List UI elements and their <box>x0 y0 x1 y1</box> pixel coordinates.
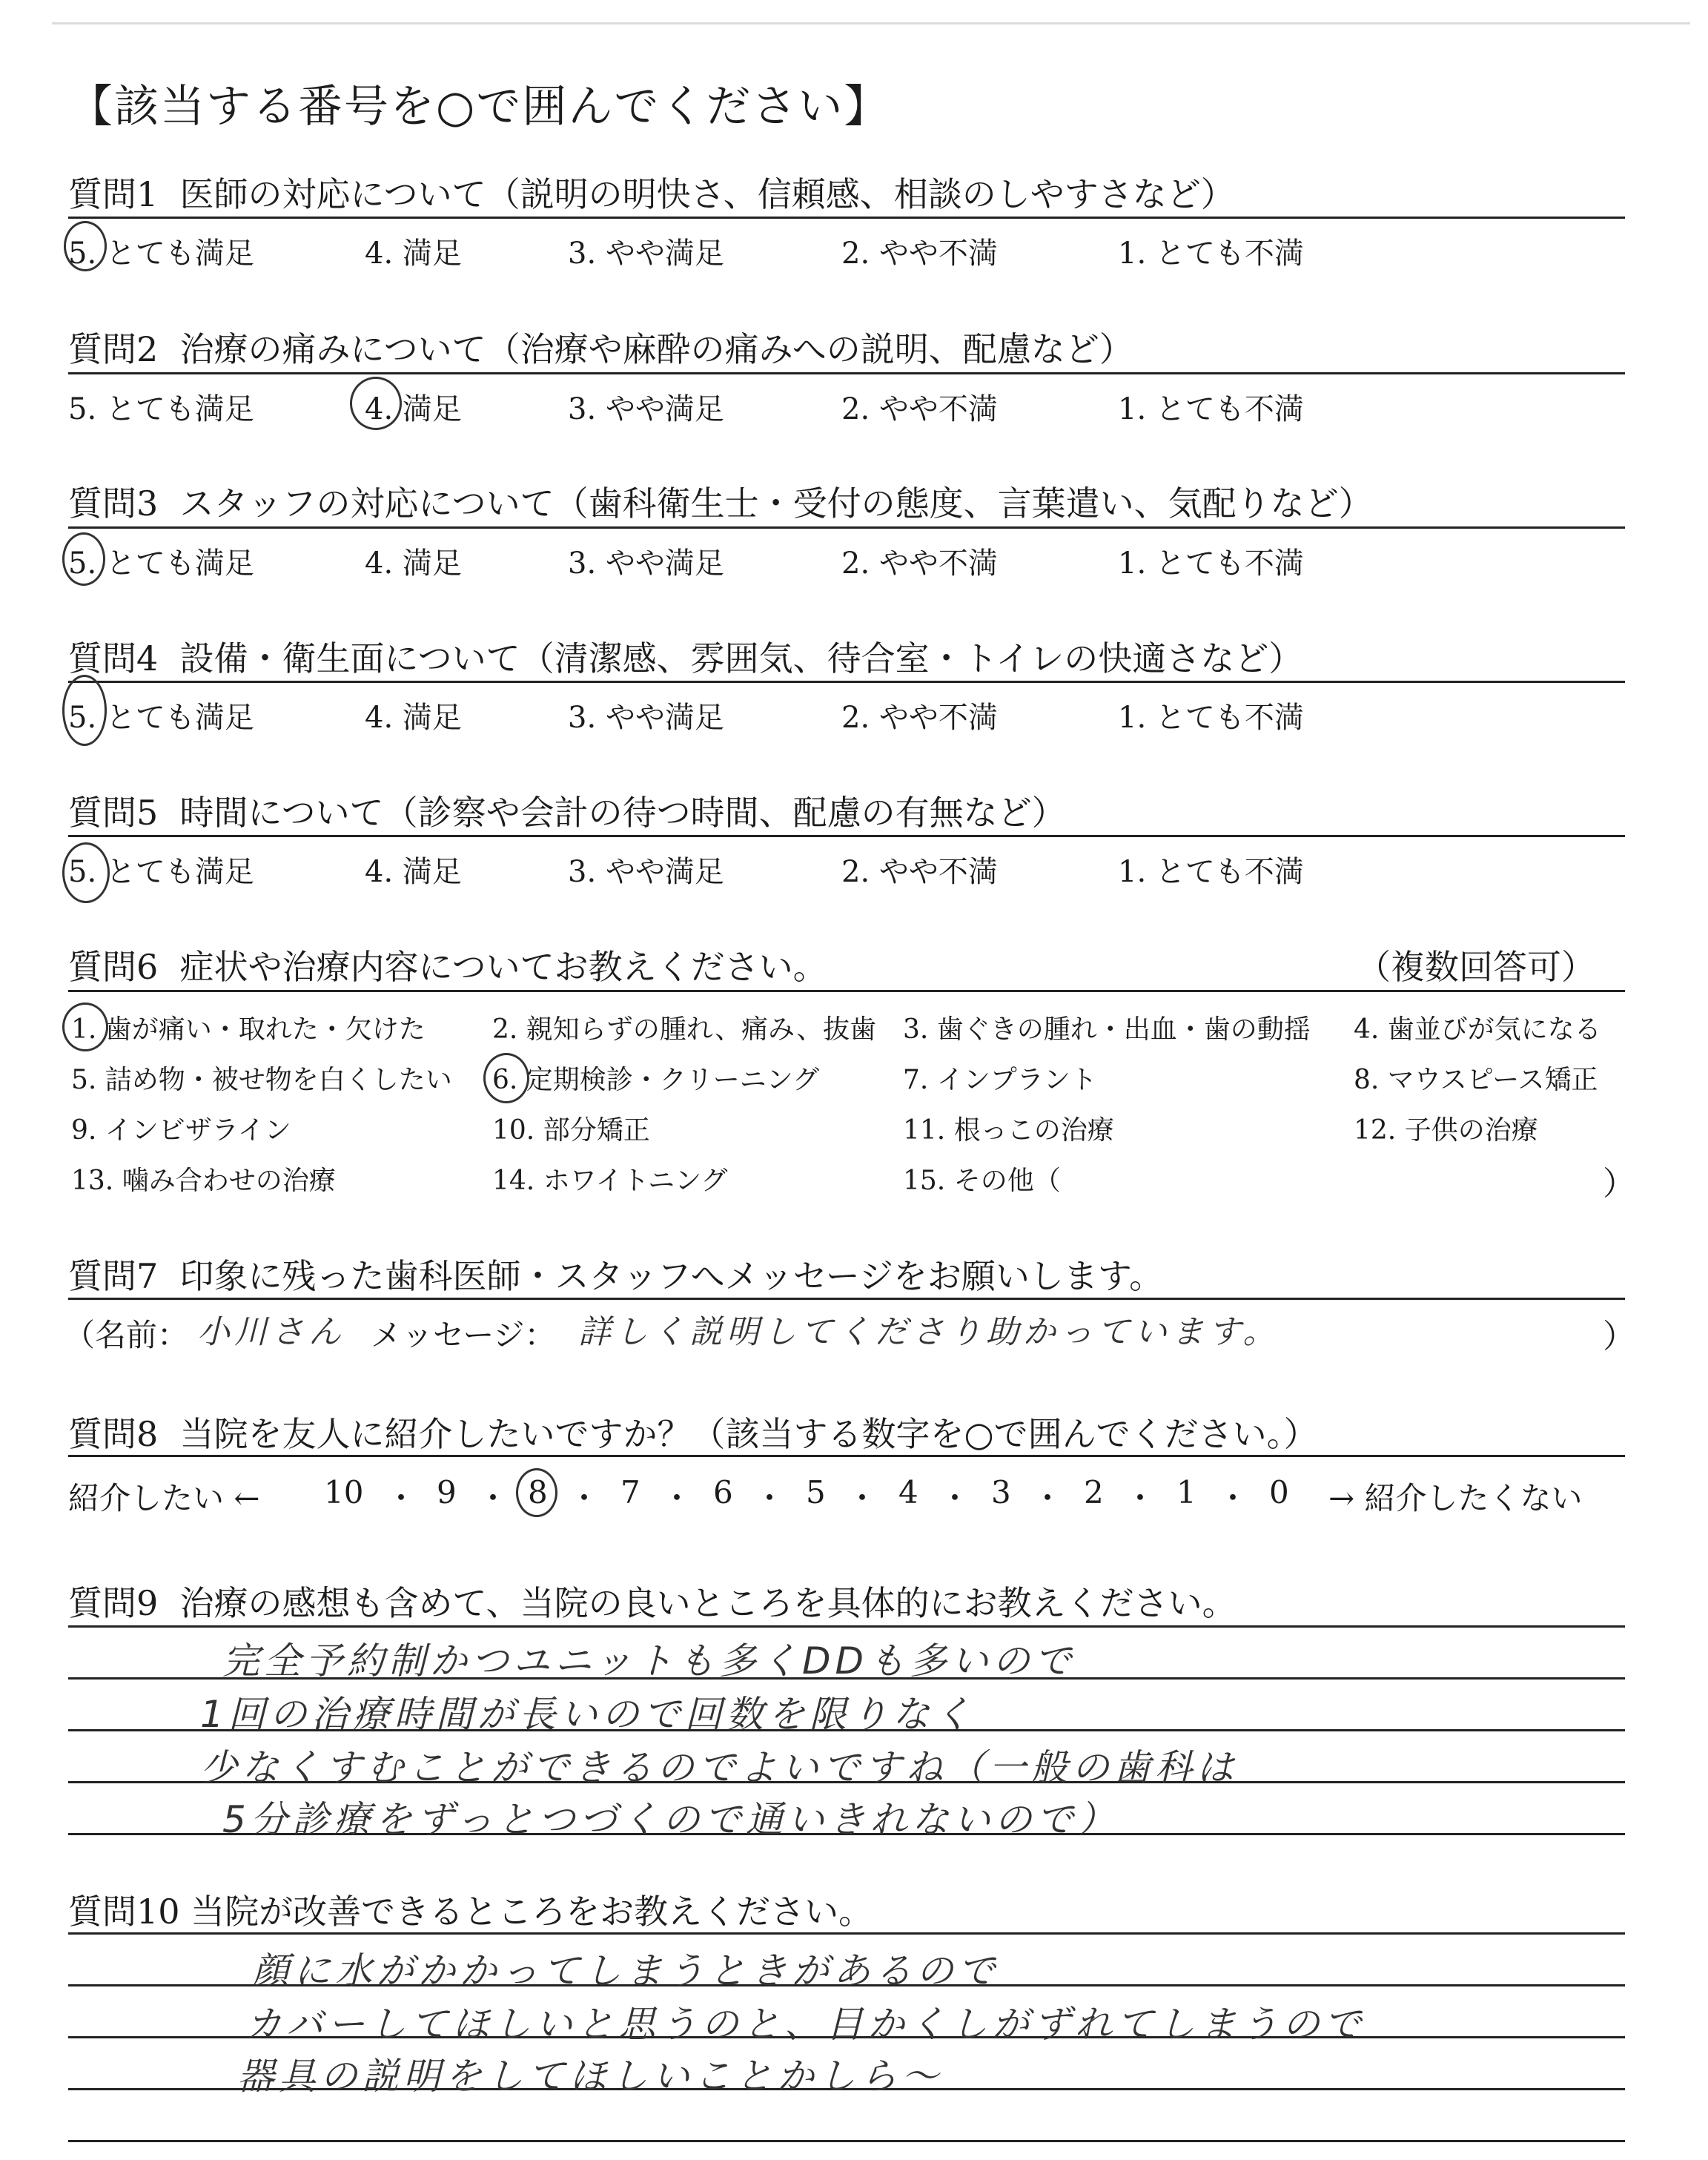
q5-option-1[interactable]: 1. とても不満 <box>1118 855 1304 889</box>
question-1-label: 質問1 <box>68 174 159 214</box>
question-8 <box>68 1407 1318 1456</box>
q4-option-2[interactable]: 2. やや不満 <box>841 701 998 735</box>
q8-sep: ・ <box>661 1480 693 1516</box>
q8-sep: ・ <box>754 1480 786 1516</box>
question-5-rule <box>68 835 1625 837</box>
question-2-rule <box>68 372 1625 374</box>
q6-selection-circle-6 <box>483 1053 529 1103</box>
question-2-label: 質問2 <box>68 329 159 369</box>
question-10-label: 質問10 <box>68 1892 180 1932</box>
q8-value-0[interactable]: 0 <box>1269 1474 1289 1510</box>
q7-message-value[interactable]: 詳しく説明してくださり助かっています。 <box>578 1313 1280 1351</box>
q4-option-5[interactable]: 5. とても満足 <box>68 701 254 735</box>
q6-item-7[interactable]: 7. インプラント <box>903 1065 1097 1095</box>
q1-option-1[interactable]: 1. とても不満 <box>1118 237 1304 271</box>
q3-option-4[interactable]: 4. 満足 <box>365 546 462 581</box>
q8-value-5[interactable]: 5 <box>806 1474 826 1510</box>
q8-sep: ・ <box>847 1480 878 1516</box>
question-6-text: 症状や治療内容についてお教えください。 <box>179 947 827 987</box>
question-6-note: （複数回答可） <box>1357 947 1595 987</box>
question-8-rule <box>68 1455 1625 1457</box>
q7-name-value[interactable]: 小川さん <box>197 1313 345 1351</box>
question-3-text: スタッフの対応について（歯科衛生士・受付の態度、言葉遣い、気配りなど） <box>179 483 1373 524</box>
q1-option-5[interactable]: 5. とても満足 <box>68 237 254 271</box>
question-6 <box>68 940 827 989</box>
question-9-label: 質問9 <box>68 1583 159 1623</box>
q2-option-4[interactable]: 4. 満足 <box>365 392 462 426</box>
question-1-text: 医師の対応について（説明の明快さ、信頼感、相談のしやすさなど） <box>179 174 1235 214</box>
q8-value-4[interactable]: 4 <box>898 1474 918 1510</box>
question-4-text: 設備・衛生面について（清潔感、雰囲気、待合室・トイレの快適さなど） <box>179 638 1303 678</box>
question-9 <box>68 1576 1237 1625</box>
q1-selection-circle <box>64 221 107 271</box>
q9-answer-line-2[interactable]: 1回の治療時間が長いので回数を限りなく <box>200 1693 976 1736</box>
question-8-label: 質問8 <box>68 1414 159 1454</box>
q8-value-3[interactable]: 3 <box>991 1474 1011 1510</box>
question-3-rule <box>68 526 1625 529</box>
question-1 <box>68 168 1235 217</box>
q6-item-11[interactable]: 11. 根っこの治療 <box>903 1115 1114 1146</box>
q8-left-label: 紹介したい ← <box>68 1480 260 1516</box>
q5-option-4[interactable]: 4. 満足 <box>365 855 462 889</box>
q5-option-3[interactable]: 3. やや満足 <box>568 855 724 889</box>
q8-value-1[interactable]: 1 <box>1176 1474 1196 1510</box>
q4-option-1[interactable]: 1. とても不満 <box>1118 701 1304 735</box>
q2-selection-circle <box>350 377 402 430</box>
q1-option-3[interactable]: 3. やや満足 <box>568 237 724 271</box>
q9-answer-line-4[interactable]: 5分診療をずっとつづくので通いきれないので） <box>222 1798 1119 1841</box>
q7-name-label: （名前： <box>64 1317 189 1353</box>
q5-option-2[interactable]: 2. やや不満 <box>841 855 998 889</box>
q8-sep: ・ <box>385 1480 417 1516</box>
q2-option-1[interactable]: 1. とても不満 <box>1118 392 1304 426</box>
question-10-text: 当院が改善できるところをお教えください。 <box>191 1892 873 1932</box>
q8-value-10[interactable]: 10 <box>324 1474 364 1510</box>
q2-option-3[interactable]: 3. やや満足 <box>568 392 724 426</box>
q6-item-5[interactable]: 5. 詰め物・被せ物を白くしたい <box>71 1065 452 1095</box>
q3-option-3[interactable]: 3. やや満足 <box>568 546 724 581</box>
q6-item-14[interactable]: 14. ホワイトニング <box>492 1166 728 1196</box>
q6-other-close-paren: ） <box>1603 1165 1635 1203</box>
q3-option-1[interactable]: 1. とても不満 <box>1118 546 1304 581</box>
q6-item-4[interactable]: 4. 歯並びが気になる <box>1354 1014 1601 1045</box>
question-4-label: 質問4 <box>68 638 159 678</box>
question-4 <box>68 632 1302 681</box>
q6-item-8[interactable]: 8. マウスピース矯正 <box>1354 1065 1598 1095</box>
q6-item-15[interactable]: 15. その他（ <box>903 1166 1061 1196</box>
q9-answer-line-1[interactable]: 完全予約制かつユニットも多くDDも多いので <box>222 1639 1076 1682</box>
question-2 <box>68 323 1133 371</box>
question-7-rule <box>68 1298 1625 1300</box>
question-4-rule <box>68 681 1625 683</box>
q7-message-label: メッセージ： <box>371 1317 556 1353</box>
q10-answer-line-3[interactable]: 器具の説明をしてほしいことかしら〜 <box>237 2055 943 2098</box>
question-5-text: 時間について（診察や会計の待つ時間、配慮の有無など） <box>179 793 1066 833</box>
question-7-label: 質問7 <box>68 1256 159 1296</box>
q8-value-8[interactable]: 8 <box>528 1474 548 1510</box>
q9-line <box>68 1625 1625 1628</box>
q6-selection-circle-1 <box>62 1003 108 1051</box>
q7-close-paren: ） <box>1603 1318 1635 1355</box>
q3-option-2[interactable]: 2. やや不満 <box>841 546 998 581</box>
question-2-text: 治療の痛みについて（治療や麻酔の痛みへの説明、配慮など） <box>179 329 1133 369</box>
q6-item-2[interactable]: 2. 親知らずの腫れ、痛み、抜歯 <box>492 1014 877 1045</box>
q8-right-label: → 紹介したくない <box>1328 1480 1583 1516</box>
q6-item-13[interactable]: 13. 噛み合わせの治療 <box>71 1166 336 1196</box>
q8-value-7[interactable]: 7 <box>620 1474 640 1510</box>
question-10 <box>68 1885 873 1934</box>
q2-option-5[interactable]: 5. とても満足 <box>68 392 254 426</box>
q8-value-9[interactable]: 9 <box>437 1474 457 1510</box>
q10-answer-line-2[interactable]: カバーしてほしいと思うのと、目かくしがずれてしまうので <box>245 2003 1366 2046</box>
question-9-text: 治療の感想も含めて、当院の良いところを具体的にお教えください。 <box>179 1583 1237 1623</box>
q10-answer-line-1[interactable]: 顔に水がかかってしまうときがあるので <box>252 1949 999 1992</box>
q4-selection-circle <box>62 675 107 746</box>
question-5 <box>68 786 1066 835</box>
q6-item-3[interactable]: 3. 歯ぐきの腫れ・出血・歯の動揺 <box>903 1014 1311 1045</box>
q8-sep: ・ <box>1032 1480 1064 1516</box>
q8-sep: ・ <box>569 1480 600 1516</box>
question-1-rule <box>68 217 1625 219</box>
q6-item-10[interactable]: 10. 部分矯正 <box>492 1115 650 1146</box>
q6-item-6[interactable]: 6. 定期検診・クリーニング <box>492 1065 820 1095</box>
question-7-text: 印象に残った歯科医師・スタッフへメッセージをお願いします。 <box>179 1256 1164 1296</box>
q6-item-1[interactable]: 1. 歯が痛い・取れた・欠けた <box>71 1014 426 1045</box>
question-6-rule <box>68 990 1625 992</box>
q9-answer-line-3[interactable]: 少なくすむことができるのでよいですね（一般の歯科は <box>200 1746 1238 1789</box>
q10-line <box>68 2140 1625 2142</box>
q5-selection-circle <box>62 842 110 903</box>
q8-sep: ・ <box>1125 1480 1156 1516</box>
question-7 <box>68 1249 1163 1298</box>
q8-sep: ・ <box>477 1480 509 1516</box>
question-3 <box>68 477 1373 526</box>
q8-selection-circle <box>516 1468 557 1517</box>
q3-option-5[interactable]: 5. とても満足 <box>68 546 254 581</box>
q8-sep: ・ <box>1217 1480 1249 1516</box>
q8-value-2[interactable]: 2 <box>1084 1474 1104 1510</box>
question-5-label: 質問5 <box>68 793 159 833</box>
q10-line <box>68 1932 1625 1935</box>
q3-selection-circle <box>62 532 105 586</box>
question-6-label: 質問6 <box>68 947 159 987</box>
q5-option-5[interactable]: 5. とても満足 <box>68 855 254 889</box>
q6-item-12[interactable]: 12. 子供の治療 <box>1354 1115 1538 1146</box>
q8-sep: ・ <box>939 1480 971 1516</box>
question-8-text: 当院を友人に紹介したいですか？（該当する数字を○で囲んでください。） <box>179 1414 1318 1454</box>
q1-option-4[interactable]: 4. 満足 <box>365 237 462 271</box>
q8-value-6[interactable]: 6 <box>713 1474 733 1510</box>
q1-option-2[interactable]: 2. やや不満 <box>841 237 998 271</box>
top-border <box>52 22 1690 24</box>
q4-option-4[interactable]: 4. 満足 <box>365 701 462 735</box>
page-title: 【該当する番号を○で囲んでください】 <box>68 81 890 133</box>
q4-option-3[interactable]: 3. やや満足 <box>568 701 724 735</box>
q6-item-9[interactable]: 9. インビザライン <box>71 1115 291 1146</box>
question-3-label: 質問3 <box>68 483 159 524</box>
q2-option-2[interactable]: 2. やや不満 <box>841 392 998 426</box>
